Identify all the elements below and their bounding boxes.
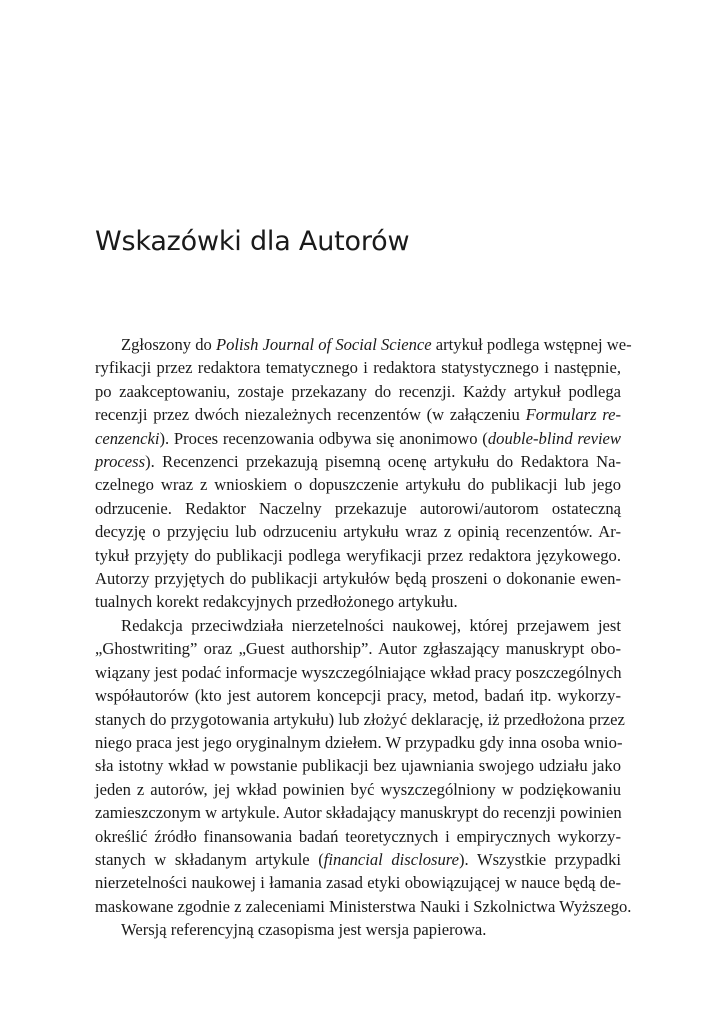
paragraph: [95, 918, 621, 941]
text-line: [95, 895, 632, 918]
text-line: [95, 684, 621, 707]
italic-text: process: [95, 452, 146, 472]
text-line: [95, 544, 621, 567]
text-segment: maskowane zgodnie z zaleceniami Ministerstwa Nauki i Szkolnictwa Wyższego.: [95, 896, 632, 916]
text-line: [95, 380, 621, 403]
text-segment: odrzucenie. Redaktor Naczelny przekazuje autorowi/autorom ostateczną: [95, 498, 621, 518]
text-segment: „Ghostwriting” oraz „Guest authorship”. Autor zgłaszający manuskrypt obo-: [95, 639, 621, 659]
text-segment: stanych w składanym artykule (: [95, 849, 324, 869]
text-segment: nierzetelności naukowej i łamania zasad etyki obowiązującej w nauce będą de-: [95, 873, 621, 893]
text-line: [95, 614, 621, 637]
text-line: [95, 918, 621, 941]
text-line: [95, 778, 621, 801]
text-segment: po zaakceptowaniu, zostaje przekazany do recenzji. Każdy artykuł podlega: [95, 381, 621, 401]
text-line: [95, 567, 621, 590]
text-line: [95, 801, 621, 824]
text-segment: jeden z autorów, jej wkład powinien być wyszczególniony w podziękowaniu: [95, 779, 621, 799]
text-line: [95, 333, 632, 356]
italic-text: Polish Journal of Social Science: [215, 335, 432, 354]
text-line: [95, 731, 621, 754]
text-segment: określić źródło finansowania badań teoretycznych i empirycznych wykorzy-: [95, 826, 621, 846]
text-line: [95, 661, 621, 684]
italic-text: Formularz re-: [525, 405, 621, 425]
text-segment: Wersją referencyjną czasopisma jest wersja papierowa.: [121, 920, 487, 940]
text-line: [95, 403, 621, 426]
text-segment: Redakcja przeciwdziała nierzetelności naukowej, której przejawem jest: [121, 615, 621, 635]
text-line: [95, 450, 621, 473]
text-segment: artykuł podlega wstępnej we-: [431, 335, 632, 354]
text-line: [95, 825, 621, 848]
text-line: [95, 637, 621, 660]
italic-text: double-blind review: [487, 428, 621, 448]
text-line: [95, 497, 621, 520]
body-text: [95, 333, 632, 942]
text-line: [95, 871, 621, 894]
text-segment: recenzji przez dwóch niezależnych recenzentów (w załączeniu: [95, 405, 526, 425]
text-segment: ryfikacji przez redaktora tematycznego i redaktora statystycznego i następnie,: [95, 358, 621, 378]
text-segment: ). Proces recenzowania odbywa się anonimowo (: [159, 428, 488, 448]
text-segment: Autorzy przyjętych do publikacji artykułów będą proszeni o dokonanie ewen-: [95, 569, 621, 589]
paragraph: [95, 614, 632, 918]
text-line: [95, 520, 621, 543]
text-line: [95, 356, 621, 379]
text-line: [95, 427, 621, 450]
text-line: [95, 708, 625, 731]
text-segment: decyzję o przyjęciu lub odrzuceniu artykułu wraz z opinią recenzentów. Ar-: [95, 522, 621, 542]
text-segment: czelnego wraz z wnioskiem o dopuszczenie artykułu do publikacji lub jego: [95, 475, 621, 495]
text-line: [95, 590, 621, 613]
text-segment: niego praca jest jego oryginalnym dziełem. W przypadku gdy inna osoba wnio-: [95, 732, 623, 752]
italic-text: financial disclosure: [323, 849, 459, 869]
text-segment: wiązany jest podać informacje wyszczególniające wkład pracy poszczególnych: [95, 662, 622, 682]
text-segment: tualnych korekt redakcyjnych przedłożonego artykułu.: [95, 592, 458, 612]
paragraph: [95, 333, 632, 614]
text-segment: zamieszczonym w artykule. Autor składający manuskrypt do recenzji powinien: [95, 803, 622, 823]
text-line: [95, 848, 621, 871]
text-line: [95, 754, 621, 777]
text-segment: Zgłoszony do: [121, 335, 216, 354]
text-line: [95, 473, 621, 496]
text-segment: tykuł przyjęty do publikacji podlega weryfikacji przez redaktora językowego.: [95, 545, 621, 565]
text-segment: ). Wszystkie przypadki: [458, 849, 621, 869]
text-segment: stanych do przygotowania artykułu) lub złożyć deklarację, iż przedłożona przez: [95, 709, 625, 729]
text-segment: ). Recenzenci przekazują pisemną ocenę artykułu do Redaktora Na-: [145, 452, 621, 472]
italic-text: cenzencki: [95, 428, 160, 448]
page-title: Wskazówki dla Autorów: [95, 226, 410, 257]
text-segment: sła istotny wkład w powstanie publikacji bez ujawniania swojego udziału jako: [95, 756, 621, 776]
text-segment: współautorów (kto jest autorem koncepcji pracy, metod, badań itp. wykorzy-: [95, 686, 621, 706]
